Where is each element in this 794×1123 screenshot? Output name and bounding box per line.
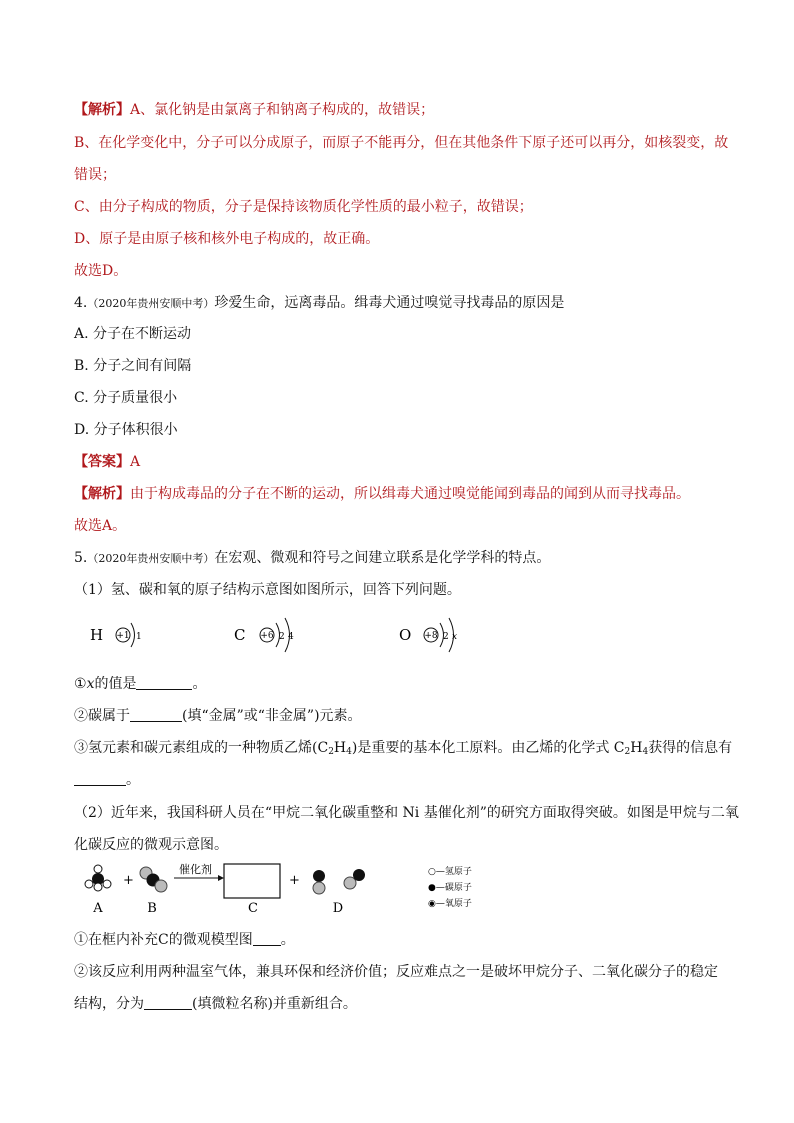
sub3-mid1: H	[333, 740, 347, 756]
atom-o-symbol: O	[399, 626, 412, 644]
q4-analysis	[74, 484, 690, 504]
sub4-text: ①在框内补充C的微观模型图	[74, 932, 253, 948]
analysis-line-c: C、由分子构成的物质，分子是保持该物质化学性质的最小粒子，故错误；	[74, 199, 533, 215]
sub3-sub-a: 2	[328, 747, 334, 757]
answer-blank-2[interactable]	[130, 707, 182, 722]
atom-o-shell-1-count: 2	[443, 632, 449, 642]
analysis-conclusion: 故选D。	[74, 263, 128, 279]
sub2-text: ②碳属于	[74, 708, 130, 724]
label-c: C	[248, 901, 258, 916]
plus-sign-2: +	[289, 873, 300, 888]
analysis-line-b: B、在化学变化中，分子可以分成原子，而原子不能再分，但在其他条件下原子还可以再分，如核裂变，故	[74, 135, 729, 151]
q4-option-c: C. 分子质量很小	[74, 390, 178, 406]
q5-sub3	[74, 738, 732, 758]
q5-stem-text: 在宏观、微观和符号之间建立联系是化学学科的特点。	[214, 550, 551, 566]
sub3-end: 。	[126, 772, 140, 788]
oxygen-atom	[313, 882, 325, 894]
legend	[428, 865, 472, 909]
oxygen-atom	[344, 877, 356, 889]
sub1-prefix: ①	[74, 676, 87, 692]
carbon-atom	[313, 870, 325, 882]
q4-source: （2020年贵州安顺中考）	[87, 297, 215, 310]
atom-h-shell-1	[131, 623, 135, 647]
analysis-label: 【解析】	[74, 102, 130, 118]
q4-option-d: D. 分子体积很小	[74, 422, 178, 438]
product-c-box[interactable]	[224, 864, 280, 898]
atom-structure-diagram	[80, 612, 500, 658]
q4-conclusion: 故选A。	[74, 518, 127, 534]
analysis-text-a: A、氯化钠是由氯离子和钠离子构成的，故错误；	[130, 102, 435, 118]
molecule-a-methane	[85, 865, 111, 891]
q5-sub1	[74, 674, 206, 694]
atom-o-nucleus-charge: +8	[424, 631, 438, 641]
sub1-text: 的值是	[94, 676, 137, 692]
sub3-sub-a2: 2	[624, 747, 631, 757]
analysis-line-b-cont: 错误；	[74, 167, 116, 183]
sub5-end: (填微粒名称)并重新组合。	[192, 996, 357, 1012]
atom-h-nucleus-charge: +1	[116, 631, 130, 641]
analysis-text: 由于构成毒品的分子在不断的运动，所以缉毒犬通过嗅觉能闻到毒品的闻到从而寻找毒品。	[130, 486, 690, 502]
sub3-mid2: H	[630, 740, 643, 756]
answer-label: 【答案】	[74, 454, 130, 470]
q4-stem	[74, 293, 564, 314]
label-a: A	[93, 901, 103, 916]
q5-stem	[74, 548, 550, 569]
answer-value: A	[130, 454, 141, 470]
sub3-sub-b: 4	[346, 747, 352, 757]
analysis-line-a	[74, 100, 434, 120]
q5-part2-line1: （2）近年来，我国科研人员在“甲烷二氧化碳重整和 Ni 基催化剂”的研究方面取得突破。如图是甲烷与二氧	[74, 805, 739, 821]
atom-c-nucleus-charge: +6	[260, 631, 274, 641]
q5-part2-line2: 化碳反应的微观示意图。	[74, 837, 228, 853]
q5-part1: （1）氢、碳和氧的原子结构示意图如图所示，回答下列问题。	[74, 582, 461, 598]
answer-blank-1[interactable]	[136, 675, 192, 690]
catalyst-label: 催化剂	[179, 863, 212, 876]
q5-sub4	[74, 930, 295, 950]
label-d: D	[332, 901, 344, 916]
sub1-var: x	[86, 676, 95, 692]
sub1-end: 。	[192, 676, 207, 692]
carbon-atom	[353, 869, 365, 881]
legend-oxygen: ◉—氧原子	[428, 899, 472, 909]
molecule-d	[313, 869, 365, 894]
arrow-head-icon	[218, 875, 224, 881]
sub2-end: (填“金属”或“非金属”)元素。	[182, 708, 362, 724]
label-b: B	[147, 901, 157, 916]
sub5-text: 结构，分为	[74, 996, 144, 1012]
sub3-post2: 获得的信息有	[648, 740, 733, 756]
q4-option-a: A. 分子在不断运动	[74, 326, 192, 342]
hydrogen-atom	[103, 880, 111, 888]
q5-sub5-line2	[74, 994, 357, 1014]
answer-blank-4[interactable]	[253, 931, 281, 946]
analysis-line-d: D、原子是由原子核和核外电子构成的，故正确。	[74, 231, 380, 247]
sub4-end: 。	[280, 932, 295, 948]
answer-blank-3[interactable]	[74, 771, 126, 786]
hydrogen-atom	[85, 880, 93, 888]
answer-blank-5[interactable]	[144, 995, 192, 1010]
q5-number: 5.	[74, 550, 88, 566]
q4-option-b: B. 分子之间有间隔	[74, 358, 192, 374]
oxygen-atom	[155, 880, 167, 892]
q5-sub3-cont	[74, 770, 140, 790]
atom-h-symbol: H	[90, 626, 104, 644]
molecule-b-co2	[140, 867, 167, 892]
atom-h-shell-1-count: 1	[136, 632, 142, 642]
atom-o-shell-2-count: x	[452, 632, 458, 642]
atom-o	[399, 618, 457, 652]
atom-h	[90, 623, 142, 647]
atom-c-shell-1-count: 2	[279, 632, 285, 642]
q4-stem-text: 珍爱生命，远离毒品。缉毒犬通过嗅觉寻找毒品的原因是	[214, 295, 565, 311]
legend-hydrogen: ○—氢原子	[428, 867, 472, 877]
sub3-post1: )是重要的基本化工原料。由乙烯的化学式 C	[351, 740, 625, 756]
q5-source: （2020年贵州安顺中考）	[87, 552, 215, 565]
atom-c	[234, 618, 294, 652]
analysis-label: 【解析】	[74, 486, 130, 502]
reaction-diagram	[76, 858, 506, 918]
q5-sub2	[74, 706, 362, 726]
q4-number: 4.	[74, 295, 88, 311]
legend-carbon: ●—碳原子	[428, 883, 472, 893]
sub3-sub-b2: 4	[642, 747, 649, 757]
hydrogen-atom	[94, 883, 102, 891]
q5-sub5-line1: ②该反应利用两种温室气体，兼具环保和经济价值；反应难点之一是破坏甲烷分子、二氧化碳分子的稳定	[74, 964, 718, 980]
sub3-pre: ③氢元素和碳元素组成的一种物质乙烯(C	[74, 740, 329, 756]
atom-c-shell-2-count: 4	[288, 632, 294, 642]
plus-sign: +	[123, 873, 134, 888]
atom-c-symbol: C	[234, 626, 246, 644]
q4-answer	[74, 452, 140, 472]
hydrogen-atom	[94, 865, 102, 873]
